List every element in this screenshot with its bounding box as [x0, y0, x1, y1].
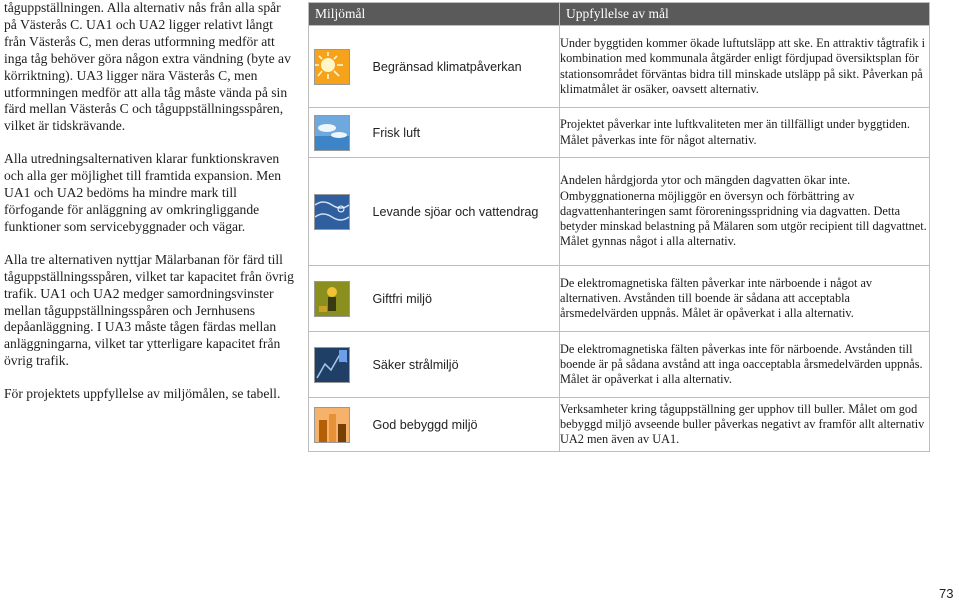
- goal-fulfillment: Under byggtiden kommer ökade luftutsläpp att ske. En attraktiv tågtrafik i kombination med kommunala åtgärder enligt fördjupad översiktsplan för stationsområdet förväntas bidra till minskade utsläpp på sikt. Påverkan på klimatmålet är osäker, oavsett alternativ.: [560, 26, 930, 108]
- paragraph-4: För projektets uppfyllelse av miljömålen, se tabell.: [4, 386, 281, 402]
- table-row: [309, 398, 930, 452]
- goal-name: God bebyggd miljö: [372, 417, 478, 432]
- radiation-icon: [314, 347, 350, 383]
- goal-fulfillment: De elektromagnetiska fälten påverkas inte för närboende. Avstånden till boende är på sådana avstånd att inga oacceptabla årsmedelvärden uppnås. Målet är opåverkat i alla alternativ.: [560, 332, 930, 398]
- toxic-free-icon: [314, 281, 350, 317]
- table-row: [309, 26, 930, 108]
- page-number: 73: [939, 586, 954, 601]
- sky-icon: [314, 115, 350, 151]
- water-icon: [314, 194, 350, 230]
- goal-fulfillment: Projektet påverkar inte luftkvaliteten mer än tillfälligt under byggtiden. Målet påverkas inte för något alternativ.: [560, 108, 930, 158]
- paragraph-1: tåguppställningen. Alla alternativ nås från alla spår på Västerås C. UA1 och UA2 ligger relativt långt från Västerås C, men deras utformning medför att inga tåg behöver göra någon extra vändning (byte av körriktning). UA3 ligger nära Västerås C, men utformningen medför att alla tåg måste vända på sin färd mellan Västerås C och tåguppställningsspåren, vilket är tidskrävande.: [4, 0, 291, 134]
- table-row: [309, 158, 930, 266]
- environmental-goals-table: [308, 2, 930, 452]
- header-goal: Miljömål: [309, 3, 560, 26]
- goal-name: Giftfri miljö: [372, 291, 432, 306]
- goal-name: Begränsad klimatpåverkan: [372, 59, 522, 74]
- body-text: [4, 0, 294, 411]
- goal-name: Frisk luft: [372, 125, 421, 140]
- paragraph-3: Alla tre alternativen nyttjar Mälarbanan för färd till tåguppställningsspåren, vilket tar kapacitet från övrig trafik. UA1 och UA2 medger samordningsvinster mellan tåguppställningsspåren och Jernhusens depåanläggning. I UA3 måste tågen färdas mellan anläggningarna, vilket tar ytterligare kapacitet från övrig trafik.: [4, 251, 294, 369]
- table-row: [309, 332, 930, 398]
- goal-fulfillment: De elektromagnetiska fälten påverkar inte närboende i något av alternativen. Avstånden till boende är sådana att acceptabla årsmedelvärden uppnås. Målet är opåverkat i alla alternativ.: [560, 266, 930, 332]
- goal-fulfillment: Verksamheter kring tåguppställning ger upphov till buller. Målet om god bebyggd miljö avseende buller påverkas negativt av framför allt alternativ UA2 men även av UA1.: [560, 398, 930, 452]
- paragraph-2: Alla utredningsalternativen klarar funktionskraven och alla ger möjlighet till framtida expansion. Men UA1 och UA2 bedöms ha mindre mark till förfogande för anläggning av omkringliggande funktioner som servicebyggnader och vägar.: [4, 151, 282, 234]
- goal-name: Levande sjöar och vattendrag: [372, 204, 539, 219]
- header-fulfillment: Uppfyllelse av mål: [560, 3, 930, 26]
- sun-icon: [314, 49, 350, 85]
- goal-name: Säker strålmiljö: [372, 357, 459, 372]
- goal-fulfillment: Andelen hårdgjorda ytor och mängden dagvatten ökar inte. Ombyggnationerna möjliggör en översyn och förbättring av dagvattenhanteringen samt föroreningsspridning via dagvatten. Detta betyder minskad belastning på Mälaren som utgör recipient till dagvattnet. Målet gynnas något i alla alternativ.: [560, 158, 930, 266]
- table-row: [309, 266, 930, 332]
- city-icon: [314, 407, 350, 443]
- table-header-row: [309, 3, 930, 26]
- table-row: [309, 108, 930, 158]
